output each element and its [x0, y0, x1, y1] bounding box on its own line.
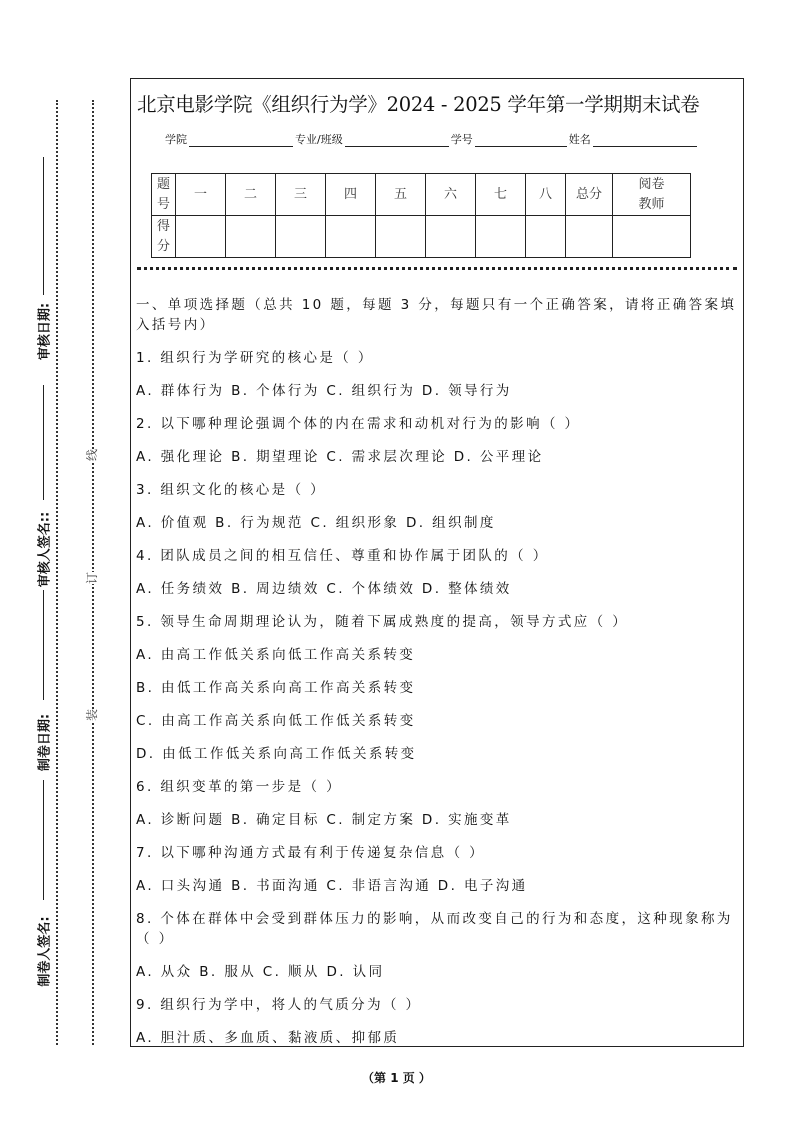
col-1: 一 — [176, 174, 226, 216]
question-options: A. 由高工作低关系向低工作高关系转变 — [136, 647, 416, 663]
question-options: A. 口头沟通 B. 书面沟通 C. 非语言沟通 D. 电子沟通 — [136, 878, 528, 894]
col-2: 二 — [226, 174, 276, 216]
question-text: 3. 组织文化的核心是（ ） — [136, 482, 327, 498]
question-options: A. 强化理论 B. 期望理论 C. 需求层次理论 D. 公平理论 — [136, 449, 544, 465]
review-date-label: 审核日期: — [37, 302, 53, 361]
score-cell[interactable] — [526, 216, 566, 258]
binding-mark-xian: 线 — [85, 448, 100, 462]
question-options: A. 从众 B. 服从 C. 顺从 D. 认同 — [136, 964, 385, 980]
major-class-field[interactable] — [345, 134, 449, 147]
question-text: 7. 以下哪种沟通方式最有利于传递复杂信息（ ） — [136, 845, 486, 861]
section-heading: 一、单项选择题（总共 10 题，每题 3 分，每题只有一个正确答案，请将正确答案填 — [136, 297, 737, 313]
score-table-header-row — [152, 174, 691, 216]
score-cell[interactable] — [326, 216, 376, 258]
question-options: A. 价值观 B. 行为规范 C. 组织形象 D. 组织制度 — [136, 515, 496, 531]
review-date-line — [43, 157, 44, 295]
question-text: 4. 团队成员之间的相互信任、尊重和协作属于团队的（ ） — [136, 548, 549, 564]
col-8: 八 — [526, 174, 566, 216]
question-options: A. 诊断问题 B. 确定目标 C. 制定方案 D. 实施变革 — [136, 812, 512, 828]
score-cell[interactable] — [176, 216, 226, 258]
col-5: 五 — [376, 174, 426, 216]
question-text: 2. 以下哪种理论强调个体的内在需求和动机对行为的影响（ ） — [136, 416, 581, 432]
score-table — [151, 173, 691, 258]
question-text: 9. 组织行为学中，将人的气质分为（ ） — [136, 997, 422, 1013]
student-id-label: 学号 — [450, 133, 473, 146]
dotted-line-outer — [56, 100, 58, 1045]
college-field[interactable] — [189, 134, 293, 147]
score-cell[interactable] — [613, 216, 691, 258]
maker-sign-label: 制卷人签名: — [37, 916, 53, 987]
section-heading: 入括号内） — [136, 317, 216, 333]
maker-date-label: 制卷日期: — [37, 713, 53, 772]
score-cell[interactable] — [226, 216, 276, 258]
col-7: 七 — [476, 174, 526, 216]
section-divider — [137, 267, 737, 270]
row-label-question-no: 题号 — [152, 174, 176, 216]
question-options: B. 由低工作高关系向高工作高关系转变 — [136, 680, 416, 696]
score-cell[interactable] — [276, 216, 326, 258]
binding-mark-zhuang: 装 — [85, 708, 100, 722]
col-6: 六 — [426, 174, 476, 216]
student-id-field[interactable] — [475, 134, 567, 147]
score-cell[interactable] — [566, 216, 613, 258]
question-options: D. 由低工作低关系向高工作低关系转变 — [136, 746, 417, 762]
score-cell[interactable] — [376, 216, 426, 258]
question-options: A. 胆汁质、多血质、黏液质、抑郁质 — [136, 1030, 400, 1046]
exam-title: 北京电影学院《组织行为学》2024 - 2025 学年第一学期期末试卷 — [137, 93, 700, 116]
score-cell[interactable] — [476, 216, 526, 258]
question-options: C. 由高工作高关系向低工作低关系转变 — [136, 713, 416, 729]
question-text: 8. 个体在群体中会受到群体压力的影响，从而改变自己的行为和态度，这种现象称为 — [136, 911, 733, 927]
student-info-row — [165, 131, 699, 147]
exam-content-box — [130, 78, 744, 1047]
question-options: A. 任务绩效 B. 周边绩效 C. 个体绩效 D. 整体绩效 — [136, 581, 512, 597]
question-text: （ ） — [136, 931, 175, 947]
reviewer-sign-line — [43, 385, 44, 500]
maker-date-line — [43, 590, 44, 700]
col-4: 四 — [326, 174, 376, 216]
name-label: 姓名 — [568, 133, 591, 146]
col-grader: 阅卷教师 — [613, 174, 691, 216]
major-class-label: 专业/班级 — [295, 133, 343, 146]
binding-mark-ding: 订 — [85, 571, 100, 585]
question-text: 5. 领导生命周期理论认为，随着下属成熟度的提高，领导方式应（ ） — [136, 614, 629, 630]
name-field[interactable] — [593, 134, 697, 147]
college-label: 学院 — [165, 133, 187, 146]
reviewer-sign-label: 审核人签名:: — [37, 511, 53, 588]
maker-sign-line — [43, 780, 44, 900]
score-cell[interactable] — [426, 216, 476, 258]
question-text: 6. 组织变革的第一步是（ ） — [136, 779, 342, 795]
col-total: 总分 — [566, 174, 613, 216]
row-label-score: 得分 — [152, 216, 176, 258]
question-options: A. 群体行为 B. 个体行为 C. 组织行为 D. 领导行为 — [136, 383, 512, 399]
col-3: 三 — [276, 174, 326, 216]
page-number: （第 1 页 ） — [362, 1071, 431, 1085]
score-table-score-row — [152, 216, 691, 258]
question-text: 1. 组织行为学研究的核心是（ ） — [136, 350, 374, 366]
